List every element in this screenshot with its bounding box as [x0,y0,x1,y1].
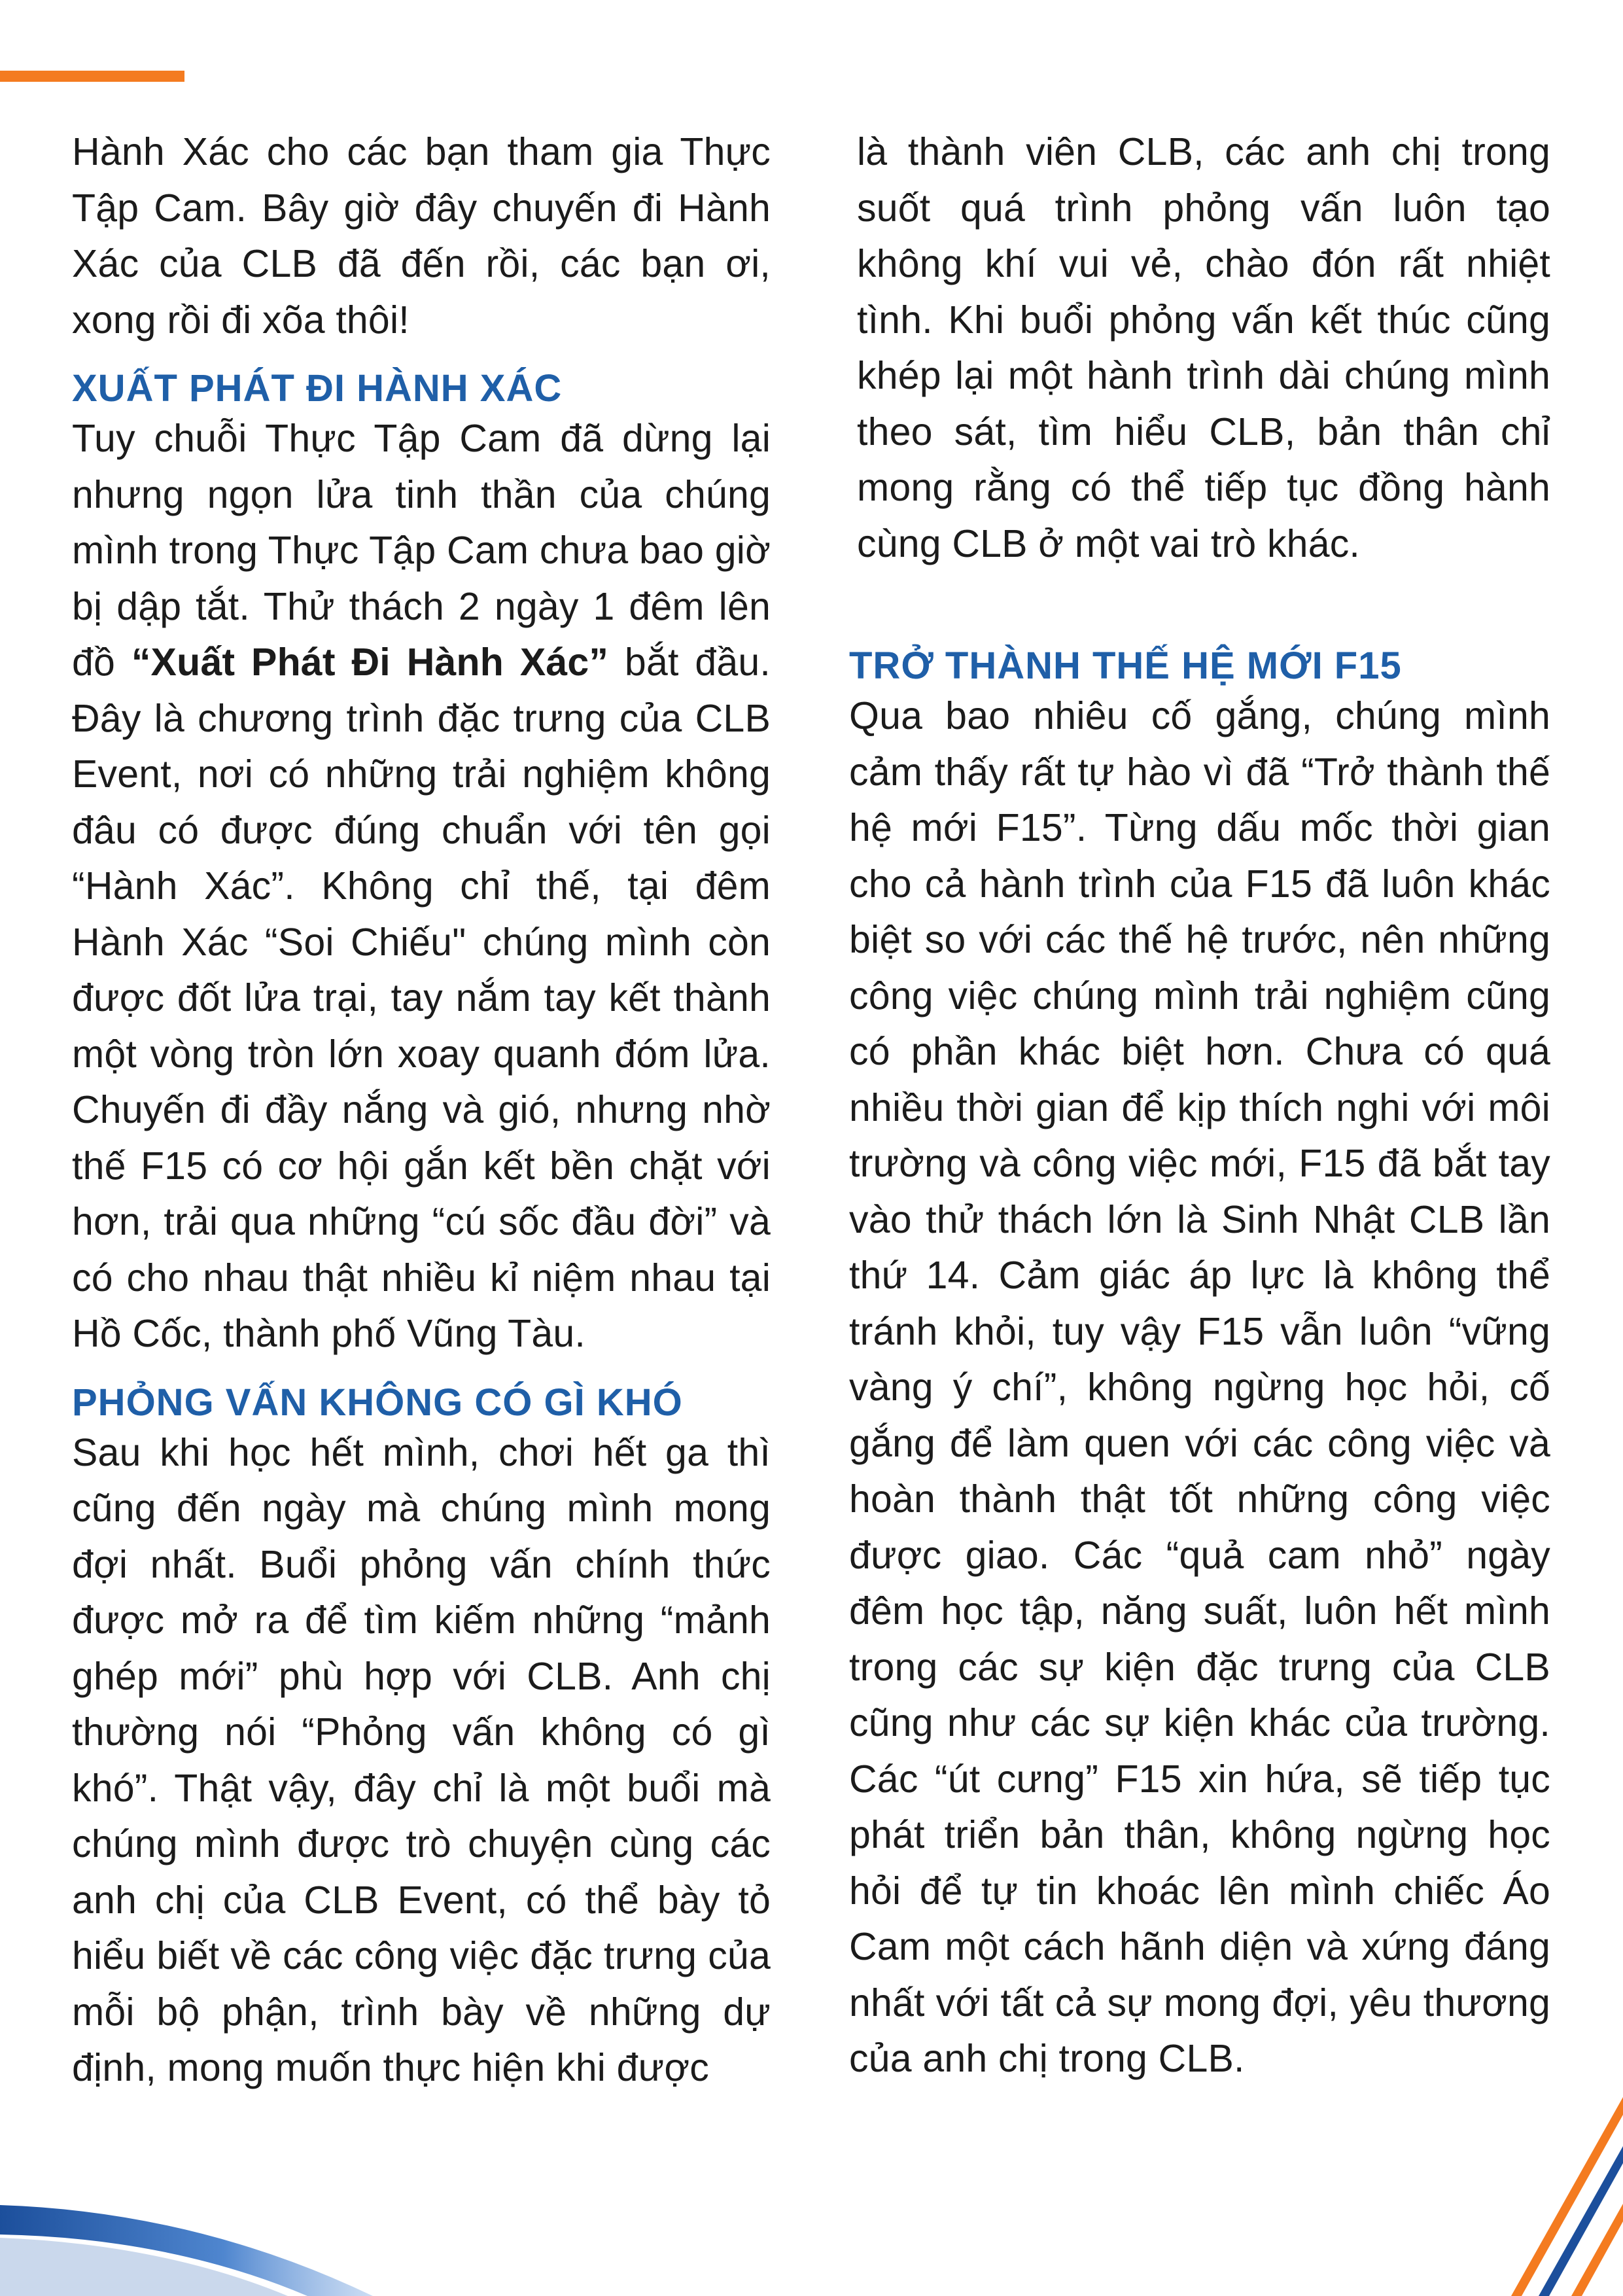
right-column [849,124,1550,2087]
section-heading-the-he-moi: TRỞ THÀNH THẾ HỆ MỚI F15 [849,645,1402,687]
left-column [72,124,771,2096]
section-heading-phong-van: PHỎNG VẤN KHÔNG CÓ GÌ KHÓ [72,1381,683,1424]
continuation-paragraph: là thành viên CLB, các anh chị trong suốt quá trình phỏng vấn luôn tạo không khí vui vẻ, chào đón rất nhiệt tình. Khi buổi phỏng vấn kết thúc cũng khép lại một hành trình dài chúng mình theo sát, tìm hiểu CLB, bản thân chỉ mong rằng có thể tiếp tục đồng hành cùng CLB ở một vai trò khác. [857,130,1550,565]
section-heading-xuat-phat: XUẤT PHÁT ĐI HÀNH XÁC [72,367,563,410]
bottom-right-orange-stripe-2 [1571,2204,1623,2296]
section-paragraph-the-he-moi: Qua bao nhiêu cố gắng, chúng mình cảm thấy rất tự hào vì đã “Trở thành thế hệ mới F15”. Từng dấu mốc thời gian cho cả hành trình của F15 đã luôn khác biệt so với các thế hệ trước, nên những công việc chúng mình trải nghiệm cũng có phần khác biệt hơn. Chưa có quá nhiều thời gian để kịp thích nghi với môi trường và công việc mới, F15 đã bắt tay vào thử thách lớn là Sinh Nhật CLB lần thứ 14. Cảm giác áp lực là không thể tránh khỏi, tuy vậy F15 vẫn luôn “vững vàng ý chí”, không ngừng học hỏi, cố gắng để làm quen với các công việc và hoàn thành thật tốt những công việc được giao. Các “quả cam nhỏ” ngày đêm học tập, năng suất, luôn hết mình trong các sự kiện đặc trưng của CLB cũng như các sự kiện khác của trường. Các “út cưng” F15 xin hứa, sẽ tiếp tục phát triển bản thân, không ngừng học hỏi để tự tin khoác lên mình chiếc Áo Cam một cách hãnh diện và xứng đáng nhất với tất cả sự mong đợi, yêu thương của anh chị trong CLB. [849,694,1550,2080]
bottom-right-orange-stripe-1 [1511,2097,1623,2296]
bottom-right-blue-stripe [1539,2146,1623,2296]
section-paragraph-phong-van: Sau khi học hết mình, chơi hết ga thì cũng đến ngày mà chúng mình mong đợi nhất. Buổi phỏng vấn chính thức được mở ra để tìm kiếm những “mảnh ghép mới” phù hợp với CLB. Anh chị thường nói “Phỏng vấn không có gì khó”. Thật vậy, đây chỉ là một buổi mà chúng mình được trò chuyện cùng các anh chị của CLB Event, có thể bày tỏ hiểu biết về các công việc đặc trưng của mỗi bộ phận, trình bày về những dự định, mong muốn thực hiện khi được [72,1430,771,2089]
bold-event-name: “Xuất Phát Đi Hành Xác” [131,641,609,684]
intro-paragraph: Hành Xác cho các bạn tham gia Thực Tập Cam. Bây giờ đây chuyến đi Hành Xác của CLB đã đến rồi, các bạn ơi, xong rồi đi xõa thôi! [72,130,771,342]
section-paragraph-xuat-phat: Tuy chuỗi Thực Tập Cam đã dừng lại nhưng ngọn lửa tinh thần của chúng mình trong Thực Tập Cam chưa bao giờ bị dập tắt. Thử thách 2 ngày 1 đêm lên đồ “Xuất Phát Đi Hành Xác” bắt đầu. Đây là chương trình đặc trưng của CLB Event, nơi có những trải nghiệm không đâu có được đúng chuẩn với tên gọi “Hành Xác”. Không chỉ thế, tại đêm Hành Xác “Soi Chiếu" chúng mình còn được đốt lửa trại, tay nắm tay kết thành một vòng tròn lớn xoay quanh đóm lửa. Chuyến đi đầy nắng và gió, nhưng nhờ thế F15 có cơ hội gắn kết bền chặt với hơn, trải qua những “cú sốc đầu đời” và có cho nhau thật nhiều kỉ niệm nhau tại Hồ Cốc, thành phố Vũng Tàu. [72,417,771,1355]
